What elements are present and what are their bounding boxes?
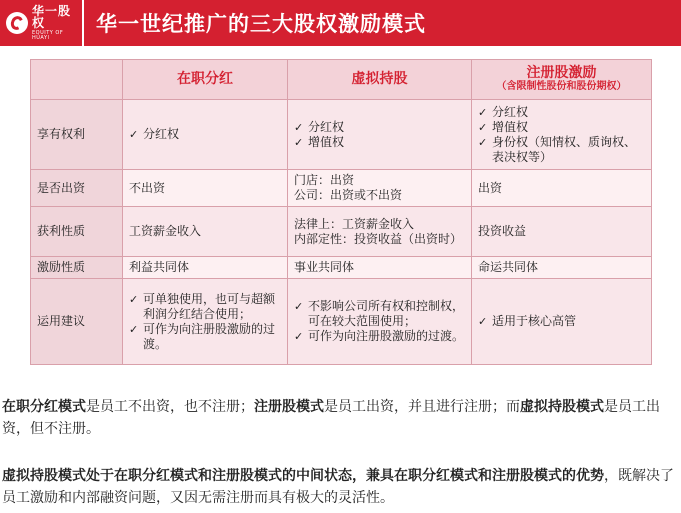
cell-line: 公司：出资或不出资 (294, 188, 403, 202)
row-header: 是否出资 (31, 170, 123, 207)
table-cell: 事业共同体 (288, 257, 472, 279)
comparison-table (30, 59, 652, 365)
row-header: 享有权利 (31, 100, 123, 170)
table-cell (123, 100, 288, 170)
body-text: 是员工不出资，也不注册； (86, 399, 254, 415)
column-header: 在职分红 (123, 60, 288, 100)
body-text: ，既解决了员工激励和内部融资问题，又因无需注册而具有极大的灵活性。 (2, 468, 674, 506)
check-item: ✓ 增值权 (294, 135, 465, 150)
check-item: ✓ 分红权 (478, 105, 645, 120)
logo-icon (6, 12, 28, 34)
emphasis-text: 虚拟持股模式 (520, 399, 604, 415)
row-header: 激励性质 (31, 257, 123, 279)
check-item: ✓ 可作为向注册股激励的过渡。 (129, 322, 281, 352)
table-row (31, 257, 652, 279)
body-text: 是员工出资，并且进行注册；而 (324, 399, 520, 415)
table-row (31, 207, 652, 257)
check-item: ✓ 不影响公司所有权和控制权，可在较大范围使用； (294, 299, 465, 329)
table-cell (288, 170, 472, 207)
conclusion-paragraph (2, 465, 679, 509)
cell-line: 内部定性：投资收益（出资时） (294, 231, 463, 246)
summary-paragraph (2, 396, 679, 440)
header-banner (0, 0, 681, 46)
check-item: ✓ 可单独使用，也可与超额利润分红结合使用； (129, 292, 281, 322)
body-text: 是员工出资，但不注册。 (2, 399, 660, 437)
emphasis-text: 注册股模式 (254, 399, 324, 415)
table-cell (472, 100, 652, 170)
table-cell: 工资薪金收入 (123, 207, 288, 257)
logo-name: 华一股权 (32, 4, 72, 30)
check-item: ✓ 分红权 (129, 127, 281, 142)
check-item: ✓ 适用于核心高管 (478, 314, 645, 329)
logo-tagline: EQUITY OF HUAYI (32, 30, 64, 41)
table-cell: 命运共同体 (472, 257, 652, 279)
column-header: 注册股激励 （含限制性股份和股份期权） (472, 60, 652, 100)
table-header-row (31, 60, 652, 100)
table-row (31, 170, 652, 207)
cell-line: 门店：出资 (294, 173, 355, 187)
corner-cell (31, 60, 123, 100)
table-row (31, 100, 652, 170)
check-item: ✓ 身份权（知情权、质询权、表决权等） (478, 135, 645, 165)
cell-line: 法律上：工资薪金收入 (294, 216, 415, 231)
column-header-subtitle: （含限制性股份和股份期权） (496, 81, 627, 92)
table-cell: 出资 (472, 170, 652, 207)
check-item: ✓ 分红权 (294, 120, 465, 135)
row-header: 获利性质 (31, 207, 123, 257)
check-item: ✓ 增值权 (478, 120, 645, 135)
row-header: 运用建议 (31, 279, 123, 365)
page-title: 华一世纪推广的三大股权激励模式 (96, 12, 426, 36)
table-cell (288, 279, 472, 365)
table-cell (288, 100, 472, 170)
table-cell: 利益共同体 (123, 257, 288, 279)
table-cell (472, 279, 652, 365)
table-row (31, 279, 652, 365)
emphasis-text: 虚拟持股模式处于在职分红模式和注册股模式的中间状态，兼具在职分红模式和注册股模式的优势 (2, 468, 604, 484)
emphasis-text: 在职分红模式 (2, 399, 86, 415)
brand-logo (0, 0, 82, 46)
check-item: ✓ 可作为向注册股激励的过渡。 (294, 329, 465, 344)
column-header: 虚拟持股 (288, 60, 472, 100)
table-cell: 投资收益 (472, 207, 652, 257)
table-cell: 不出资 (123, 170, 288, 207)
banner-divider (82, 0, 84, 46)
table-cell (123, 279, 288, 365)
table-cell (288, 207, 472, 257)
